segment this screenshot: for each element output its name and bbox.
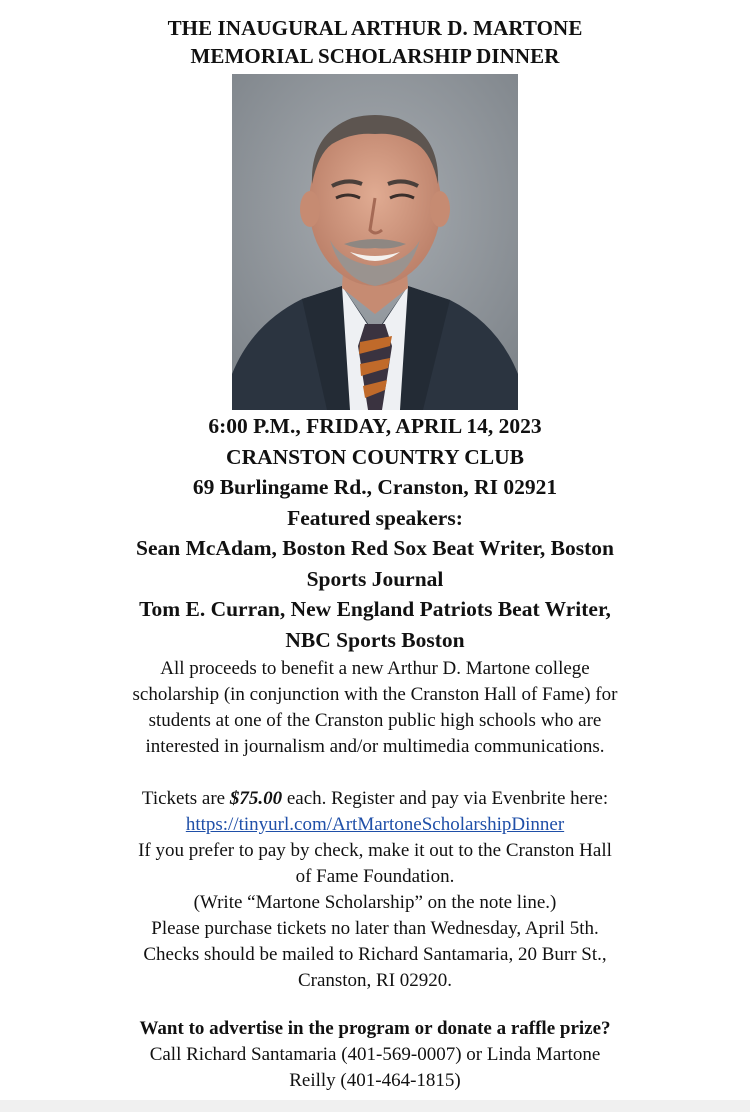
proceeds-text: [0, 656, 750, 760]
speaker-1-line-1: Sean McAdam, Boston Red Sox Beat Writer, Boston: [136, 536, 614, 560]
title-line-2: MEMORIAL SCHOLARSHIP DINNER: [190, 44, 560, 68]
tickets-suffix: each. Register and pay via Evenbrite here:: [282, 788, 609, 809]
speaker-2-line-1: Tom E. Curran, New England Patriots Beat Writer,: [139, 597, 611, 621]
event-venue: CRANSTON COUNTRY CLUB: [226, 444, 524, 469]
mail-line-1: Checks should be mailed to Richard Santamaria, 20 Burr St.,: [143, 944, 607, 965]
advertise-heading: Want to advertise in the program or donate a raffle prize?: [139, 1018, 611, 1039]
flyer-title: [0, 14, 750, 70]
speaker-1-line-2: Sports Journal: [306, 566, 444, 591]
check-note: (Write “Martone Scholarship” on the note line.): [193, 892, 557, 913]
tickets-text: [0, 786, 750, 994]
portrait-photo: [232, 74, 518, 410]
check-line-2: of Fame Foundation.: [295, 866, 455, 887]
purchase-deadline: Please purchase tickets no later than Wednesday, April 5th.: [151, 918, 599, 939]
check-line-1: If you prefer to pay by check, make it out to the Cranston Hall: [138, 840, 612, 861]
speakers-heading: Featured speakers:: [287, 505, 463, 530]
proceeds-line-2: scholarship (in conjunction with the Cranston Hall of Fame) for: [132, 684, 618, 705]
advertise-text: [0, 1016, 750, 1094]
title-line-1: THE INAUGURAL ARTHUR D. MARTONE: [167, 16, 583, 40]
advertise-line-1: Call Richard Santamaria (401-569-0007) or Linda Martone: [149, 1044, 601, 1065]
event-details: [0, 411, 750, 655]
tickets-prefix: Tickets are: [141, 788, 230, 809]
ticket-price: $75.00: [229, 788, 283, 809]
advertise-line-2: Reilly (401-464-1815): [289, 1070, 461, 1091]
mail-line-2: Cranston, RI 02920.: [297, 970, 453, 991]
portrait-illustration: [232, 74, 518, 410]
event-address: 69 Burlingame Rd., Cranston, RI 02921: [192, 475, 558, 499]
bottom-strip: [0, 1100, 750, 1112]
proceeds-line-1: All proceeds to benefit a new Arthur D. Martone college: [160, 658, 590, 679]
speaker-2-line-2: NBC Sports Boston: [285, 627, 465, 652]
event-datetime: 6:00 P.M., FRIDAY, APRIL 14, 2023: [208, 414, 542, 438]
proceeds-line-4: interested in journalism and/or multimedia communications.: [145, 736, 605, 757]
evenbrite-link[interactable]: https://tinyurl.com/ArtMartoneScholarshipDinner: [185, 814, 565, 835]
tickets-price-line: [0, 786, 750, 812]
proceeds-line-3: students at one of the Cranston public high schools who are: [148, 710, 602, 731]
